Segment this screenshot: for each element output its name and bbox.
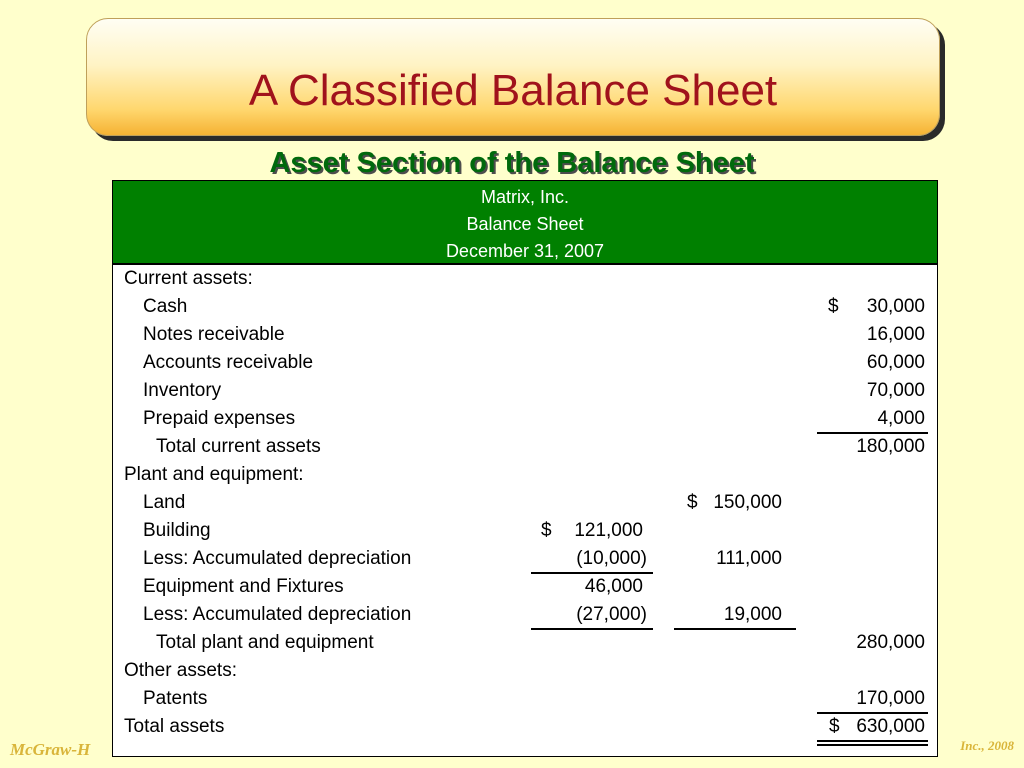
row-label: Prepaid expenses: [143, 408, 296, 429]
amount-total: 630,000: [856, 716, 925, 737]
amount-net: 150,000: [713, 492, 782, 513]
row-label: Land: [143, 492, 186, 513]
row-label: Equipment and Fixtures: [143, 576, 344, 597]
balance-sheet-rows: [113, 265, 937, 741]
row-label: Plant and equipment:: [124, 464, 304, 485]
row-less-accumulated-depreciation-equipment: [113, 601, 937, 629]
row-notes-receivable: [113, 321, 937, 349]
amount-total: 280,000: [856, 632, 925, 653]
row-total-assets: [113, 713, 937, 741]
row-label: Cash: [143, 296, 188, 317]
amount-net: 111,000: [716, 548, 782, 569]
row-inventory: [113, 377, 937, 405]
amount-cost: (27,000): [576, 604, 647, 625]
row-total-current-assets: [113, 433, 937, 461]
dollar-sign: $: [687, 492, 698, 513]
amount-cost: 121,000: [574, 520, 643, 541]
balance-sheet-header: [113, 181, 937, 265]
row-label: Total current assets: [156, 436, 321, 457]
section-heading-current-assets: [113, 265, 937, 293]
double-underline-bottom: [817, 744, 928, 746]
dollar-sign: $: [541, 520, 552, 541]
row-less-accumulated-depreciation-building: [113, 545, 937, 573]
row-label: Current assets:: [124, 268, 253, 289]
row-cash: [113, 293, 937, 321]
row-label: Patents: [143, 688, 208, 709]
slide-subtitle: Asset Section of the Balance Sheet: [269, 147, 755, 179]
amount-total: 30,000: [866, 296, 925, 317]
statement-name: Balance Sheet: [466, 214, 584, 234]
title-banner: [86, 18, 940, 136]
row-label: Total plant and equipment: [156, 632, 374, 653]
row-label: Notes receivable: [143, 324, 285, 345]
row-total-plant-equipment: [113, 629, 937, 657]
amount-total: 16,000: [866, 324, 925, 345]
footer-publisher: McGraw-H: [10, 740, 91, 759]
row-label: Inventory: [143, 380, 222, 401]
row-label: Less: Accumulated depreciation: [143, 604, 412, 625]
amount-total: 60,000: [866, 352, 925, 373]
statement-date: December 31, 2007: [445, 241, 605, 261]
row-label: Less: Accumulated depreciation: [143, 548, 412, 569]
row-label: Building: [143, 520, 211, 541]
row-label: Accounts receivable: [143, 352, 314, 373]
amount-net: 19,000: [723, 604, 782, 625]
row-accounts-receivable: [113, 349, 937, 377]
amount-total: 4,000: [877, 408, 925, 429]
row-patents: [113, 685, 937, 713]
dollar-sign: $: [828, 296, 839, 317]
amount-cost: (10,000): [576, 548, 647, 569]
row-building: [113, 517, 937, 545]
row-land: [113, 489, 937, 517]
balance-sheet-table: [112, 180, 938, 757]
double-underline-top: [817, 740, 928, 742]
amount-cost: 46,000: [584, 576, 643, 597]
amount-total: 70,000: [866, 380, 925, 401]
footer-copyright: Inc., 2008: [960, 738, 1014, 753]
row-equipment-fixtures: [113, 573, 937, 601]
section-heading-plant-equipment: [113, 461, 937, 489]
company-name: Matrix, Inc.: [480, 187, 569, 207]
dollar-sign: $: [829, 716, 840, 737]
row-label: Total assets: [124, 716, 225, 737]
amount-total: 180,000: [856, 436, 925, 457]
amount-total: 170,000: [856, 688, 925, 709]
row-prepaid-expenses: [113, 405, 937, 433]
section-heading-other-assets: [113, 657, 937, 685]
row-label: Other assets:: [124, 660, 237, 681]
slide-title: A Classified Balance Sheet: [248, 66, 778, 115]
